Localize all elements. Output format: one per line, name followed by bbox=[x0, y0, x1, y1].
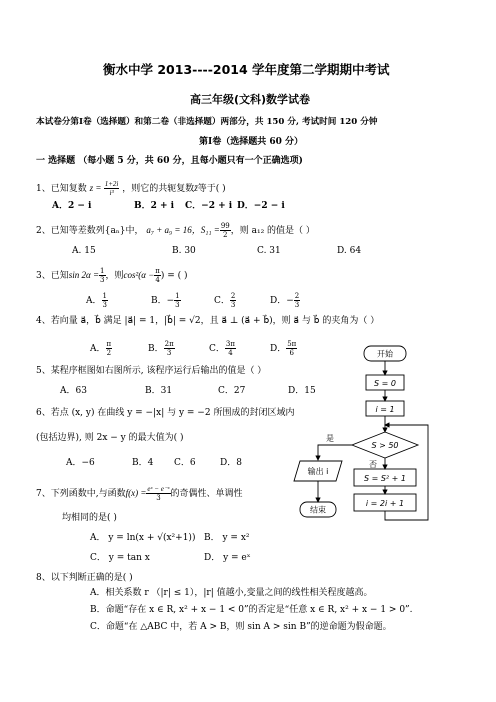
q4-option-d: D． $\frac{5\pi}{6}$ bbox=[270, 340, 297, 357]
q2-fraction: $\frac{99}{2}$ bbox=[220, 222, 230, 239]
q3-expr2: cos²(α − bbox=[123, 270, 155, 280]
q5-option-b: B．31 bbox=[145, 386, 173, 396]
exam-note: 本试卷分第Ⅰ卷（选择题）和第二卷（非选择题）两部分，共 150 分, 考试时间 120 分钟 bbox=[36, 117, 378, 127]
q2-option-c: C. 31 bbox=[257, 246, 281, 256]
question-6: 6、若点 (x, y) 在曲线 y = −|x| 与 y = −2 所围成的封闭区域内 bbox=[36, 408, 295, 418]
q2-option-a: A. 15 bbox=[72, 246, 96, 256]
q8-option-c: C．命题“在 △ABC 中，若 A > B，则 sin A > sin B”的逆命题为假命题。 bbox=[90, 622, 392, 632]
q2-stem-b: ，则 a₁₂ 的值是（ ） bbox=[230, 226, 315, 236]
q1-stem-a: 1、已知复数 bbox=[36, 184, 87, 194]
q4-option-b: B． $\frac{2\pi}{3}$ bbox=[148, 340, 174, 357]
q5-option-d: D．15 bbox=[288, 386, 316, 396]
q6-option-b: B．4 bbox=[132, 458, 154, 468]
question-6-cont: (包括边界), 则 2x − y 的最大值为( ) bbox=[36, 433, 184, 443]
q3-option-d: D．− $\frac{2}{3}$ bbox=[270, 292, 300, 309]
flow-condition-label: S > 50 bbox=[371, 441, 399, 450]
q7-option-c: C． y = tan x bbox=[90, 553, 150, 563]
flow-no-label: 否 bbox=[369, 460, 377, 469]
q8-option-b: B．命题“存在 x ∈ R, x² + x − 1 < 0”的否定是“任意 x ∈ R, x² + x − 1 > 0”. bbox=[90, 605, 413, 615]
q1-option-a: A．2 − i bbox=[52, 201, 92, 211]
q5-option-c: C．27 bbox=[218, 386, 246, 396]
section-heading: 一 选择题 （每小题 5 分，共 60 分，且每小题只有一个正确选项) bbox=[36, 156, 303, 166]
question-8: 8、以下判断正确的是( ) bbox=[36, 573, 133, 583]
q1-option-d: D．−2 − i bbox=[237, 201, 285, 211]
q7-stem-a: 7、下列函数中,与函数 bbox=[36, 489, 126, 499]
question-4: 4、若向量 a⃗，b⃗ 满足 |a⃗| = 1，|b⃗| = √2，且 a⃗ ⊥ (a⃗ + b⃗)，则 a⃗ 与 b⃗ 的夹角为（ ） bbox=[36, 316, 380, 326]
q3-stem-a: 3、已知 bbox=[36, 271, 69, 281]
question-5: 5、某程序框图如右图所示, 该程序运行后输出的值是（ ） bbox=[36, 366, 267, 376]
q6-option-d: D．8 bbox=[220, 458, 242, 468]
flow-init-s-label: S = 0 bbox=[374, 379, 396, 388]
q1-option-b: B．2 + i bbox=[134, 201, 175, 211]
q3-option-c: C． $\frac{2}{3}$ bbox=[214, 292, 236, 309]
q3-fraction-2: $\frac{\pi}{4}$ bbox=[155, 267, 160, 284]
q7-expr: f(x) = bbox=[125, 488, 147, 498]
page-title: 衡水中学 2013----2014 学年度第二学期期中考试 bbox=[103, 62, 390, 77]
q4-option-c: C． $\frac{3\pi}{4}$ bbox=[209, 340, 235, 357]
flow-output-label: 输出 i bbox=[307, 467, 329, 476]
q4-option-a: A． $\frac{\pi}{2}$ bbox=[90, 340, 112, 357]
q7-stem-b: 的奇偶性、单调性 bbox=[170, 489, 243, 499]
q1-stem-b: ，则它的共轭复数 bbox=[122, 184, 195, 194]
q7-fraction: $\frac{\text{eˣ − e⁻ˣ}}{3}$ bbox=[147, 485, 170, 502]
q6-option-c: C．6 bbox=[174, 458, 196, 468]
q7-option-d: D． y = eˣ bbox=[204, 553, 251, 563]
q3-option-a: A． $\frac{1}{3}$ bbox=[86, 292, 107, 309]
q8-option-a: A．相关系数 r （|r| ≤ 1），|r| 值越小,变量之间的线性相关程度越高。 bbox=[90, 588, 373, 598]
flow-end-label: 结束 bbox=[310, 505, 326, 515]
q7-option-a: A． y = ln(x + √(x²+1)) bbox=[90, 533, 196, 543]
question-7-cont: 均相同的是( ) bbox=[62, 513, 117, 523]
q3-fraction-1: $\frac{1}{3}$ bbox=[100, 267, 105, 284]
flow-yes-label: 是 bbox=[326, 434, 334, 443]
q3-option-b: B．− $\frac{1}{3}$ bbox=[151, 292, 180, 309]
q7-option-b: B． y = x² bbox=[204, 533, 250, 543]
q6-option-a: A．−6 bbox=[66, 458, 95, 468]
page-subtitle: 高三年级(文科)数学试卷 bbox=[190, 93, 311, 106]
part-one-heading: 第Ⅰ卷（选择题共 60 分） bbox=[199, 137, 304, 147]
q2-stem-a: 2、已知等差数列{aₙ}中， bbox=[36, 226, 144, 236]
q1-stem-c: 等于( ) bbox=[197, 184, 226, 194]
q1-expr: z = bbox=[89, 183, 104, 193]
q2-option-d: D. 64 bbox=[337, 246, 362, 256]
flow-init-i-label: i = 1 bbox=[375, 405, 395, 414]
flow-assign-s-label: S = S² + 1 bbox=[363, 474, 407, 483]
q2-expr: a₇ + a₉ = 16，S₁₁ = bbox=[146, 225, 220, 235]
q3-stem-b: ，则 bbox=[105, 271, 124, 281]
q1-zbar: z̄ bbox=[194, 183, 198, 193]
q1-option-c: C．−2 + i bbox=[185, 201, 233, 211]
flow-start-label: 开始 bbox=[377, 349, 393, 359]
q3-stem-c: ) = ( ) bbox=[160, 271, 188, 281]
flow-assign-i-label: i = 2i + 1 bbox=[365, 499, 405, 508]
q1-fraction: $\frac{1+2i}{\text{i³}}$ bbox=[104, 180, 119, 197]
q5-option-a: A．63 bbox=[60, 386, 87, 396]
q3-expr1: sin 2α = bbox=[68, 270, 100, 280]
q2-option-b: B. 30 bbox=[172, 246, 196, 256]
